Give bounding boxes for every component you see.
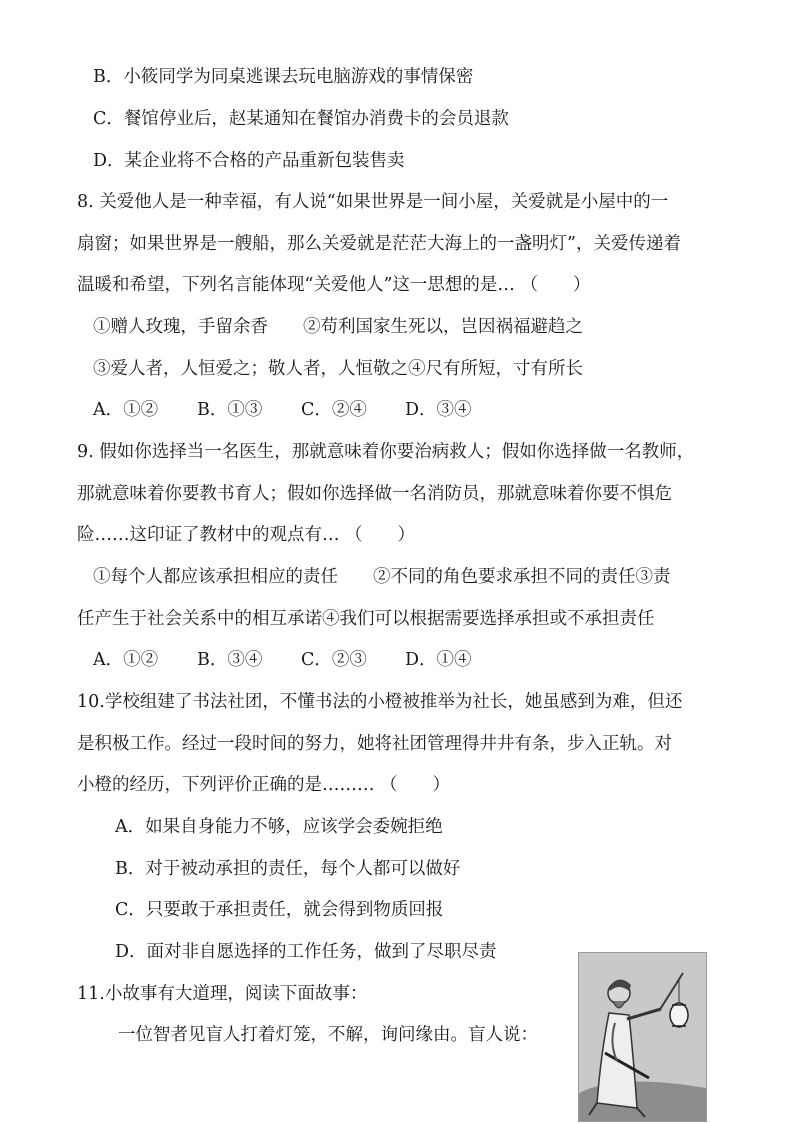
q8-choice-d: D．③④ — [405, 400, 472, 420]
q9-choice-b: B．③④ — [197, 650, 263, 670]
q10-option-b: B．对于被动承担的责任，每个人都可以做好 — [115, 859, 461, 879]
q8-stem-line-1: 8. 关爱他人是一种幸福，有人说“如果世界是一间小屋，关爱就是小屋中的一 — [77, 192, 669, 212]
q10-stem-line-3: 小橙的经历，下列评价正确的是……… （ ） — [77, 775, 451, 795]
q9-stem-line-3: 险……这印证了教材中的观点有… （ ） — [77, 525, 416, 545]
q11-story-line-1: 一位智者见盲人打着灯笼，不解，询问缘由。盲人说： — [118, 1025, 538, 1045]
q7-option-c: C．餐馆停业后，赵某通知在餐馆办消费卡的会员退款 — [93, 109, 509, 129]
q9-items-line-2: 任产生于社会关系中的相互承诺④我们可以根据需要选择承担或不承担责任 — [77, 609, 655, 629]
q8-items-line-1: ①赠人玫瑰，手留余香 ②苟利国家生死以，岂因祸福避趋之 — [93, 317, 583, 337]
q10-option-a: A．如果自身能力不够，应该学会委婉拒绝 — [115, 817, 443, 837]
q8-choice-b: B．①③ — [197, 400, 263, 420]
q9-items-line-1: ①每个人都应该承担相应的责任 ②不同的角色要求承担不同的责任③责 — [93, 567, 671, 587]
q8-items-line-2: ③爱人者，人恒爱之；敬人者，人恒敬之④尺有所短，寸有所长 — [93, 359, 583, 379]
q10-option-d: D．面对非自愿选择的工作任务，做到了尽职尽责 — [115, 942, 497, 962]
q7-option-d: D．某企业将不合格的产品重新包装售卖 — [93, 151, 405, 171]
q11-stem-line-1: 11.小故事有大道理，阅读下面故事： — [77, 984, 368, 1004]
q10-option-c: C．只要敢于承担责任，就会得到物质回报 — [115, 900, 444, 920]
q10-stem-line-1: 10.学校组建了书法社团，不懂书法的小橙被推举为社长，她虽感到为难，但还 — [77, 692, 683, 712]
q8-choice-a: A．①② — [93, 400, 159, 420]
q8-choice-c: C．②④ — [301, 400, 367, 420]
blind-man-lantern-illustration — [578, 952, 707, 1122]
q10-stem-line-2: 是积极工作。经过一段时间的努力，她将社团管理得井井有条，步入正轨。对 — [77, 734, 672, 754]
q9-choice-d: D．①④ — [405, 650, 472, 670]
q8-stem-line-3: 温暖和希望，下列名言能体现“关爱他人”这一思想的是… （ ） — [77, 275, 591, 295]
q7-option-b: B．小筱同学为同桌逃课去玩电脑游戏的事情保密 — [93, 67, 474, 87]
q9-choice-c: C．②③ — [301, 650, 367, 670]
illustration-drawing — [579, 953, 706, 1121]
q9-choice-a: A．①② — [93, 650, 159, 670]
q9-choices — [93, 648, 509, 672]
q9-stem-line-1: 9. 假如你选择当一名医生，那就意味着你要治病救人；假如你选择做一名教师， — [77, 442, 695, 462]
q8-stem-line-2: 扇窗；如果世界是一艘船，那么关爱就是茫茫大海上的一盏明灯”，关爱传递着 — [77, 234, 681, 254]
q8-choices — [93, 398, 509, 422]
q9-stem-line-2: 那就意味着你要教书育人；假如你选择做一名消防员，那就意味着你要不惧危 — [77, 484, 672, 504]
